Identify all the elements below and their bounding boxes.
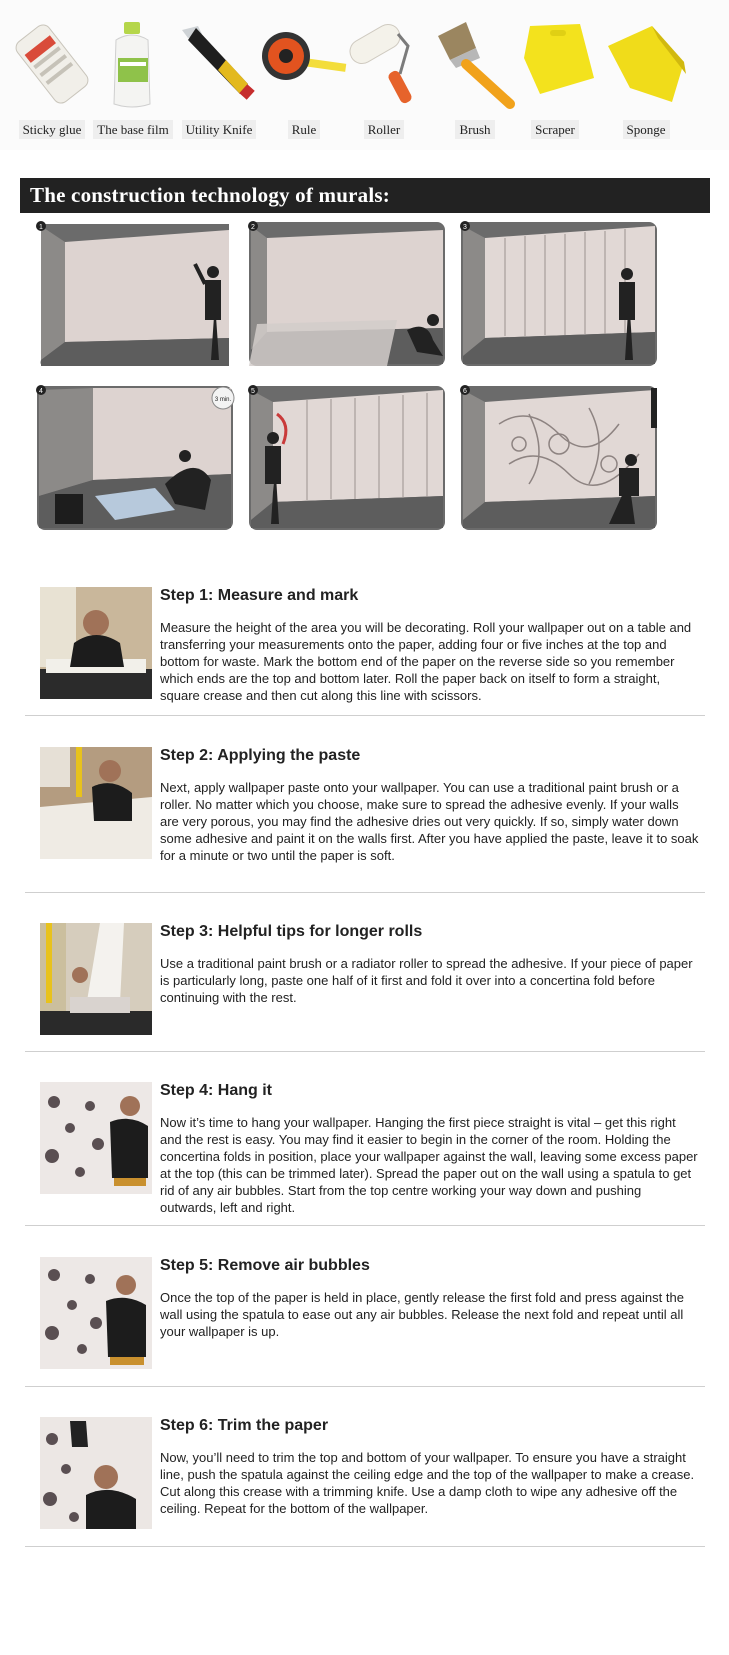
- step-2-photo: [40, 747, 152, 859]
- tool-label: Scraper: [531, 120, 579, 139]
- step-4-photo: [40, 1082, 152, 1194]
- divider: [25, 715, 705, 716]
- step-title: Step 6: Trim the paper: [160, 1417, 329, 1434]
- sponge-icon: [600, 18, 692, 110]
- step-title: Step 2: Applying the paste: [160, 747, 361, 764]
- tool-label: The base film: [93, 120, 172, 139]
- step-body: Next, apply wallpaper paste onto your wallpaper. You can use a traditional paint brush or a roller. No matter which you choose, make sure to spread the adhesive evenly. If your walls are very porous, you may find the adhesive dries out very quickly. If so, simply water down some adhesive and paint it on the walls first. After you have applied the paste, leave it to soak for a minute or two until the paper is soft.: [160, 780, 699, 863]
- scraper-icon: [510, 18, 600, 110]
- tool-label: Rule: [288, 120, 321, 139]
- page-title: The construction technology of murals:: [20, 178, 710, 213]
- step-1-photo: [40, 587, 152, 699]
- step-4: [25, 1082, 705, 1215]
- tape-measure-icon: [258, 18, 350, 110]
- panel-number: 6: [463, 388, 467, 395]
- tool-sponge: [600, 0, 692, 150]
- step-5: [25, 1257, 705, 1369]
- illustration-panel-3: [459, 220, 659, 370]
- tool-roller: [338, 0, 430, 150]
- panel-number: 3: [463, 224, 467, 231]
- panel-number: 1: [39, 224, 43, 231]
- tool-sticky-glue: [6, 0, 98, 150]
- step-title: Step 4: Hang it: [160, 1082, 273, 1099]
- tool-brush: [430, 0, 520, 150]
- tool-utility-knife: [176, 0, 262, 150]
- step-3-photo: [40, 923, 152, 1035]
- illustration-panel-5: [247, 384, 447, 534]
- divider: [25, 1546, 705, 1547]
- step-body: Use a traditional paint brush or a radiator roller to spread the adhesive. If your piece of paper is particularly long, paste one half of it first and fold it over into a concertina fold before continuing with the rest.: [160, 956, 693, 1005]
- divider: [25, 1051, 705, 1052]
- step-5-photo: [40, 1257, 152, 1369]
- paint-brush-icon: [430, 18, 520, 110]
- step-body: Now, you’ll need to trim the top and bottom of your wallpaper. To ensure you have a straight line, push the spatula against the ceiling edge and the top of the wallpaper to make a crease. Cut along this crease with a trimming knife. Use a damp cloth to wipe any adhesive off the ceiling. Repeat for the bottom of the wallpaper.: [160, 1450, 695, 1516]
- step-6-photo: [40, 1417, 152, 1529]
- step-body: Measure the height of the area you will be decorating. Roll your wallpaper out on a table and transferring your measurements onto the paper, adding four or five inches at the top and bottom for waste. Mark the bottom end of the paper on the reverse side so you remember which ends are the top and bottom later. Roll the paper back on itself to form a straight, square crease and then cut along this line with scissors.: [160, 620, 692, 703]
- panel-number: 2: [251, 224, 255, 231]
- utility-knife-icon: [176, 18, 262, 110]
- tool-rule: [258, 0, 350, 150]
- paint-roller-icon: [338, 18, 430, 110]
- step-6: [25, 1417, 705, 1529]
- base-film-bottle-icon: [90, 18, 176, 110]
- illustration-panel-2: [247, 220, 447, 370]
- illustration-panel-6: [459, 384, 659, 534]
- illustration-panel-1: [35, 220, 235, 370]
- step-body: Once the top of the paper is held in place, gently release the first fold and press against the wall using the spatula to ease out any air bubbles. Release the next fold and repeat until all your wallpaper is up.: [160, 1290, 684, 1339]
- timer-caption: 3 min.: [214, 397, 232, 403]
- tool-label: Brush: [455, 120, 494, 139]
- step-3: [25, 923, 705, 1035]
- tool-label: Utility Knife: [182, 120, 257, 139]
- tool-label: Roller: [364, 120, 405, 139]
- step-title: Step 1: Measure and mark: [160, 587, 359, 604]
- panel-number: 4: [39, 388, 43, 395]
- glue-roll-icon: [6, 18, 98, 110]
- step-title: Step 3: Helpful tips for longer rolls: [160, 923, 423, 940]
- tool-base-film: [90, 0, 176, 150]
- tool-label: Sponge: [623, 120, 670, 139]
- tool-label: Sticky glue: [19, 120, 86, 139]
- step-body: Now it’s time to hang your wallpaper. Hanging the first piece straight is vital – get this right and the rest is easy. You may find it easier to begin in the corner of the room. Holding the concertina folds in position, place your wallpaper against the wall, leaving some excess paper at the top (this can be trimmed later). Spread the paper out on the wall using a spatula to get rid of any air bubbles. Start from the top centre working your way down and pushing outwards, left and right.: [160, 1115, 698, 1215]
- step-title: Step 5: Remove air bubbles: [160, 1257, 370, 1274]
- tools-strip: [0, 0, 729, 150]
- illustration-panel-4: [35, 384, 235, 534]
- divider: [25, 892, 705, 893]
- step-1: [25, 587, 705, 703]
- panel-number: 5: [251, 388, 255, 395]
- divider: [25, 1386, 705, 1387]
- step-2: [25, 747, 705, 863]
- divider: [25, 1225, 705, 1226]
- tool-scraper: [510, 0, 600, 150]
